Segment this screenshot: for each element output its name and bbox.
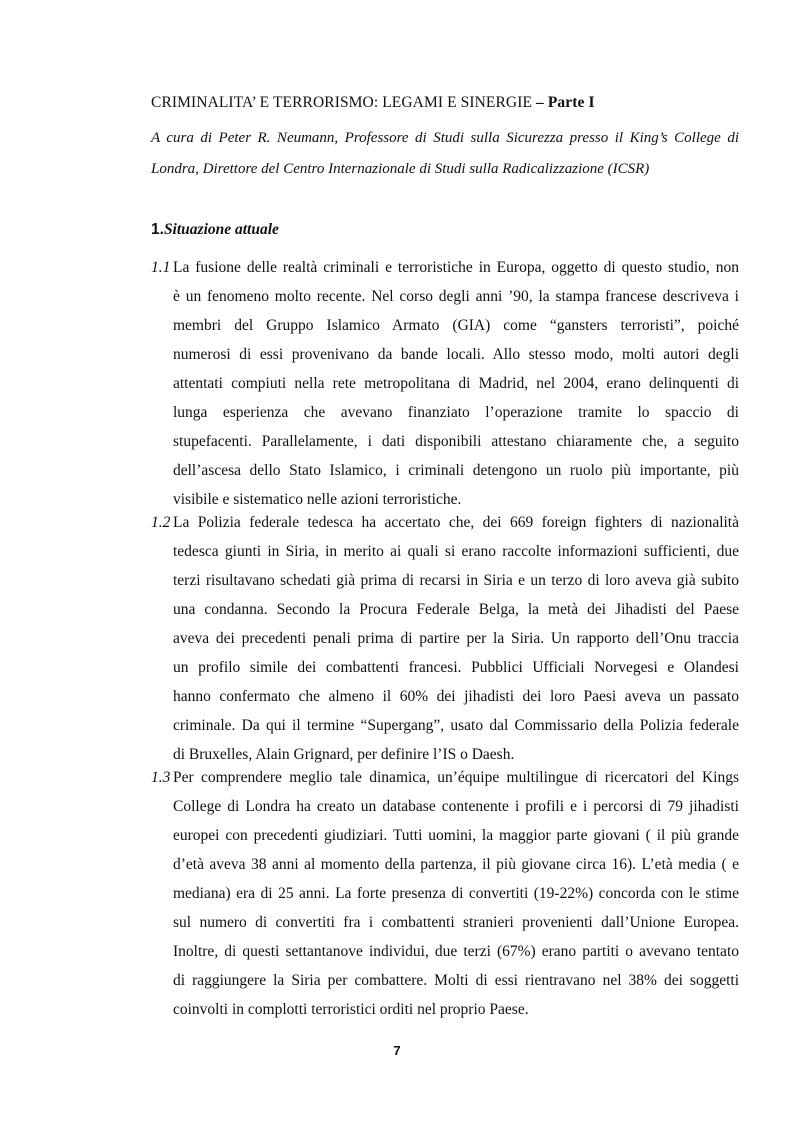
page-number: 7 — [393, 1043, 401, 1058]
paragraph-line: tedesca giunti in Siria, in merito ai quali si erano raccolte informazioni sufficienti, due — [173, 543, 739, 560]
document-title — [151, 94, 595, 112]
paragraph-line: hanno confermato che almeno il 60% dei jihadisti dei loro Paesi aveva un passato — [173, 688, 739, 705]
paragraph-line: mediana) era di 25 anni. La forte presenza di convertiti (19-22%) concorda con le stime — [173, 885, 739, 902]
paragraph-line: è un fenomeno molto recente. Nel corso degli anni ’90, la stampa francese descriveva i — [173, 288, 739, 305]
title-part: – Parte I — [536, 94, 595, 111]
paragraph-line: una condanna. Secondo la Procura Federale Belga, la metà dei Jihadisti del Paese — [173, 601, 739, 618]
section-number: 1. — [151, 221, 164, 238]
paragraph-line: lunga esperienza che avevano finanziato l’operazione tramite lo spaccio di — [173, 404, 739, 421]
paragraph-line: numerosi di essi provenivano da bande locali. Allo stesso modo, molti autori degli — [173, 346, 739, 363]
author-subtitle: A cura di Peter R. Neumann, Professore di Studi sulla Sicurezza presso il King’s College di Londra, Direttore del Centro Internazionale di Studi sulla Radicalizzazione (ICSR) — [151, 130, 739, 177]
paragraph-number: 1.1 — [151, 259, 171, 276]
paragraph-line: visibile e sistematico nelle azioni terroristiche. — [173, 491, 462, 508]
paragraph-line: di raggiungere la Siria per combattere. Molti di essi rientravano nel 38% dei soggetti — [173, 972, 739, 989]
paragraph-line: stupefacenti. Parallelamente, i dati disponibili attestano chiaramente che, a seguito — [173, 433, 739, 450]
paragraph-line: aveva dei precedenti penali prima di partire per la Siria. Un rapporto dell’Onu traccia — [173, 630, 739, 647]
section-label: Situazione attuale — [163, 221, 279, 238]
paragraph-line: terzi risultavano schedati già prima di recarsi in Siria e un terzo di loro aveva già subito — [173, 572, 739, 589]
paragraph-line: europei con precedenti giudiziari. Tutti uomini, la maggior parte giovani ( il più grande — [173, 827, 739, 844]
paragraph-line: Per comprendere meglio tale dinamica, un’équipe multilingue di ricercatori del Kings — [173, 769, 739, 786]
paragraph-line: College di Londra ha creato un database contenente i profili e i percorsi di 79 jihadisti — [173, 798, 739, 815]
paragraph-line: dell’ascesa dello Stato Islamico, i criminali detengono un ruolo più importante, più — [173, 462, 739, 479]
paragraph-line: un profilo simile dei combattenti francesi. Pubblici Ufficiali Norvegesi e Olandesi — [173, 659, 739, 676]
paragraph-line: membri del Gruppo Islamico Armato (GIA) come “gansters terroristi”, poiché — [173, 317, 739, 334]
paragraph-line: d’età aveva 38 anni al momento della partenza, il più giovane circa 16). L’età media ( e — [173, 856, 739, 873]
paragraph-number: 1.3 — [151, 769, 171, 786]
title-main: CRIMINALITA’ E TERRORISMO: LEGAMI E SINERGIE — [151, 94, 533, 111]
paragraph-line: di Bruxelles, Alain Grignard, per definire l’IS o Daesh. — [173, 746, 515, 763]
paragraph-line: La fusione delle realtà criminali e terroristiche in Europa, oggetto di questo studio, non — [173, 259, 739, 276]
section-heading — [151, 221, 279, 239]
paragraph-line: attentati compiuti nella rete metropolitana di Madrid, nel 2004, erano delinquenti di — [173, 375, 739, 392]
paragraph-number: 1.2 — [151, 514, 171, 531]
paragraph-line: Inoltre, di questi settantanove individui, due terzi (67%) erano partiti o avevano tentato — [173, 943, 739, 960]
paragraph-line: criminale. Da qui il termine “Supergang”, usato dal Commissario della Polizia federale — [173, 717, 739, 734]
paragraph-line: La Polizia federale tedesca ha accertato che, dei 669 foreign fighters di nazionalità — [173, 514, 739, 531]
paragraph-line: sul numero di convertiti fra i combattenti stranieri provenienti dall’Unione Europea. — [173, 914, 739, 931]
paragraph-line: coinvolti in complotti terroristici orditi nel proprio Paese. — [173, 1001, 529, 1018]
